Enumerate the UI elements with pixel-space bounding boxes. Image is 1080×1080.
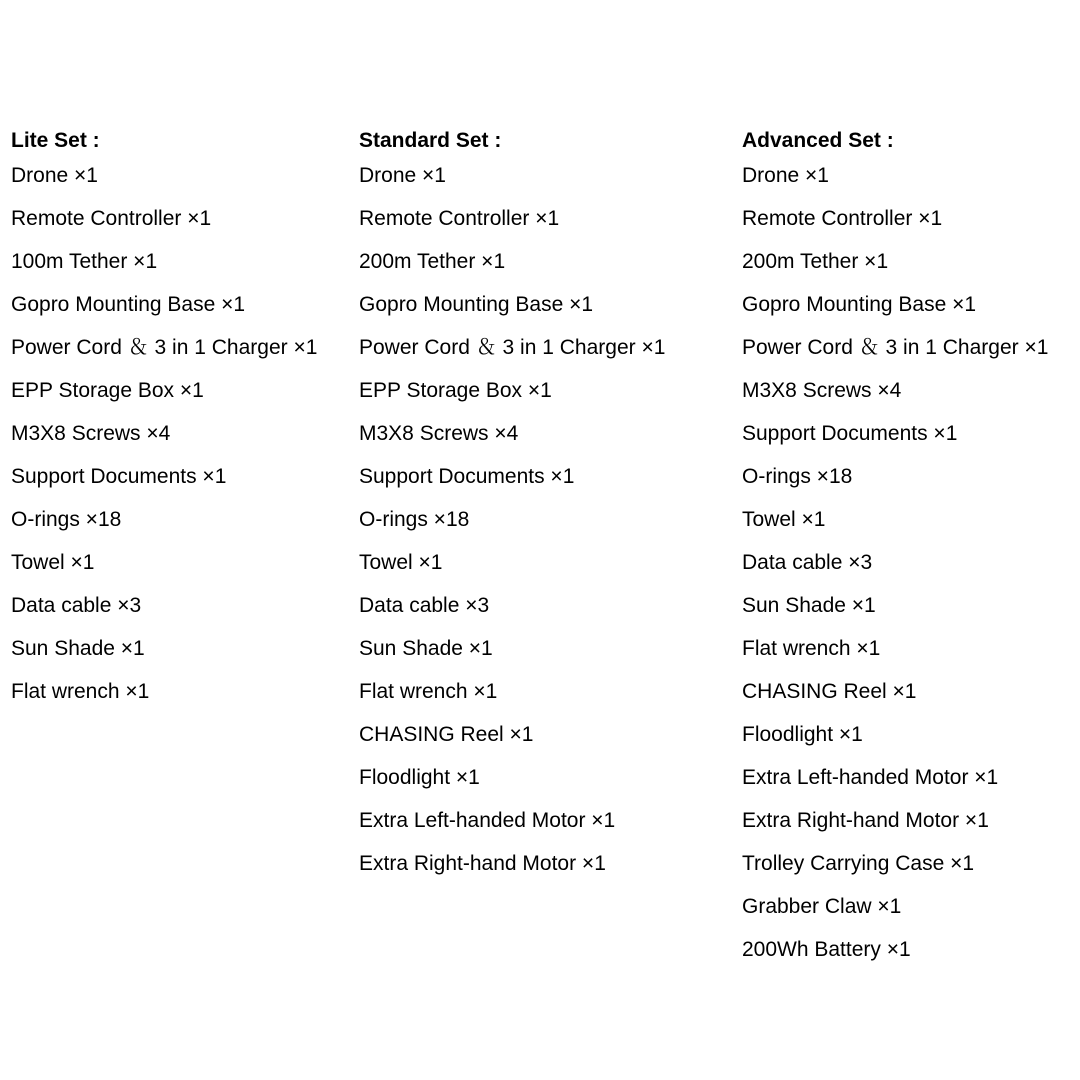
advanced-set-column — [742, 126, 1048, 978]
list-item: 100m Tether ×1 — [11, 250, 158, 273]
list-item: Floodlight ×1 — [359, 766, 480, 789]
list-item: Remote Controller ×1 — [359, 207, 560, 230]
standard-set-column — [359, 126, 665, 892]
list-item: Towel ×1 — [742, 508, 826, 531]
list-item: Drone ×1 — [359, 164, 446, 187]
set-title: Advanced Set : — [742, 129, 894, 152]
list-item: Towel ×1 — [11, 551, 95, 574]
list-item: Flat wrench ×1 — [359, 680, 498, 703]
list-item: 200Wh Battery ×1 — [742, 938, 911, 961]
list-item: O-rings ×18 — [742, 465, 853, 488]
list-item: Extra Left-handed Motor ×1 — [359, 809, 616, 832]
list-item: O-rings ×18 — [11, 508, 122, 531]
list-item: Extra Left-handed Motor ×1 — [742, 766, 999, 789]
list-item: 200m Tether ×1 — [742, 250, 889, 273]
list-item: Data cable ×3 — [11, 594, 142, 617]
list-item: Sun Shade ×1 — [11, 637, 145, 660]
list-item: Gopro Mounting Base ×1 — [359, 293, 594, 316]
list-item: Support Documents ×1 — [742, 422, 958, 445]
list-item: CHASING Reel ×1 — [742, 680, 917, 703]
list-item: Extra Right-hand Motor ×1 — [742, 809, 989, 832]
list-item: M3X8 Screws ×4 — [359, 422, 519, 445]
list-item: Floodlight ×1 — [742, 723, 863, 746]
list-item: Data cable ×3 — [359, 594, 490, 617]
list-item: Drone ×1 — [11, 164, 98, 187]
list-item: Data cable ×3 — [742, 551, 873, 574]
list-item: Grabber Claw ×1 — [742, 895, 902, 918]
list-item: Sun Shade ×1 — [359, 637, 493, 660]
list-item: Flat wrench ×1 — [742, 637, 881, 660]
list-item: Power Cord ＆ 3 in 1 Charger ×1 — [742, 336, 1049, 359]
lite-set-column — [11, 126, 317, 720]
list-item: Flat wrench ×1 — [11, 680, 150, 703]
list-item: CHASING Reel ×1 — [359, 723, 534, 746]
list-item: Power Cord ＆ 3 in 1 Charger ×1 — [359, 336, 666, 359]
list-item: O-rings ×18 — [359, 508, 470, 531]
set-title: Standard Set : — [359, 129, 502, 152]
list-item: Remote Controller ×1 — [742, 207, 943, 230]
list-item: M3X8 Screws ×4 — [11, 422, 171, 445]
list-item: Drone ×1 — [742, 164, 829, 187]
list-item: Remote Controller ×1 — [11, 207, 212, 230]
list-item: EPP Storage Box ×1 — [359, 379, 552, 402]
list-item: Sun Shade ×1 — [742, 594, 876, 617]
list-item: Power Cord ＆ 3 in 1 Charger ×1 — [11, 336, 318, 359]
list-item: Gopro Mounting Base ×1 — [742, 293, 977, 316]
list-item: Support Documents ×1 — [359, 465, 575, 488]
list-item: M3X8 Screws ×4 — [742, 379, 902, 402]
list-item: Gopro Mounting Base ×1 — [11, 293, 246, 316]
list-item: 200m Tether ×1 — [359, 250, 506, 273]
list-item: EPP Storage Box ×1 — [11, 379, 204, 402]
list-item: Towel ×1 — [359, 551, 443, 574]
set-title: Lite Set : — [11, 129, 100, 152]
list-item: Support Documents ×1 — [11, 465, 227, 488]
list-item: Trolley Carrying Case ×1 — [742, 852, 975, 875]
list-item: Extra Right-hand Motor ×1 — [359, 852, 606, 875]
